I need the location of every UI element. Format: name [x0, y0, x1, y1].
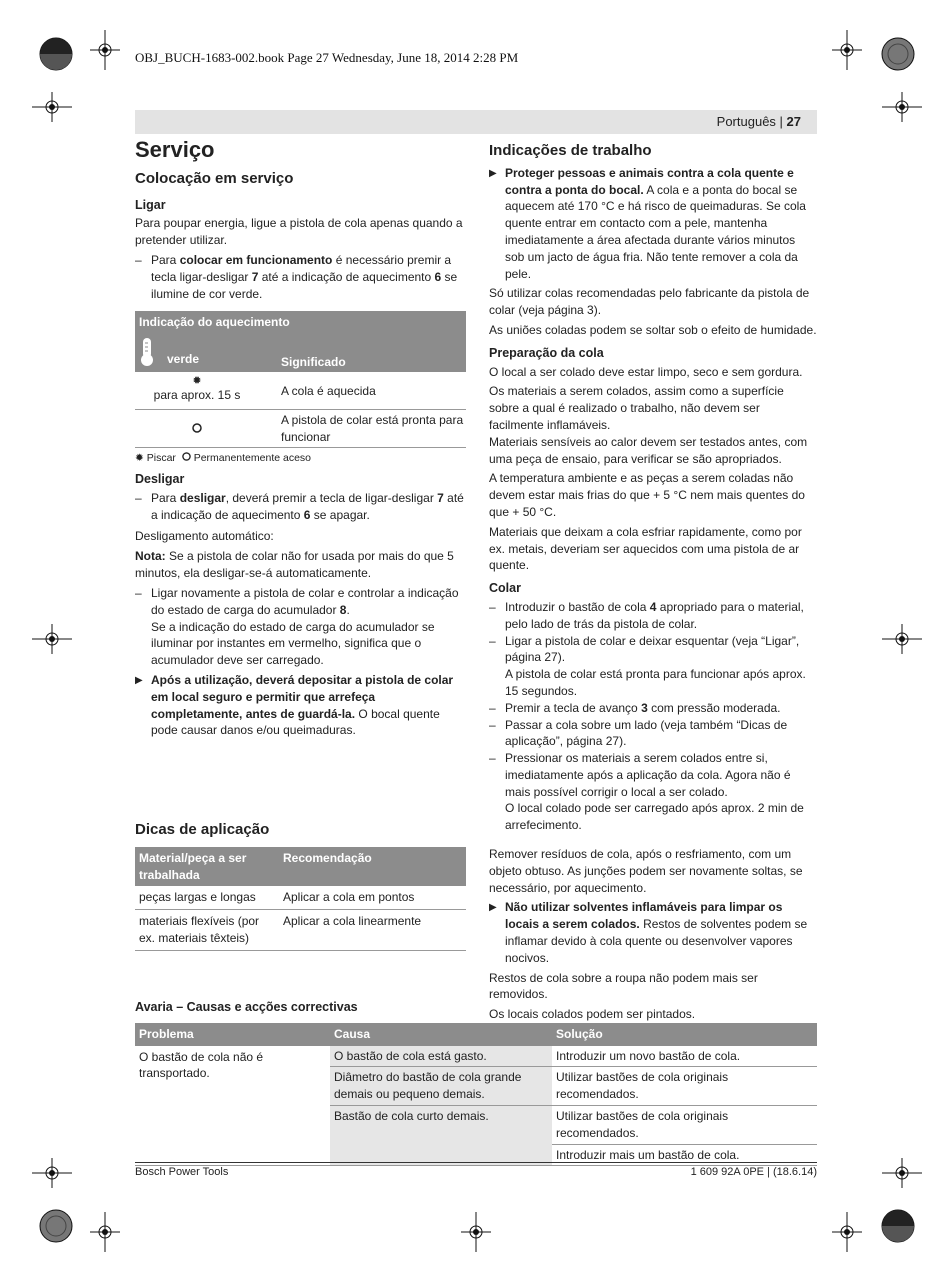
heading-switch-on: Ligar: [135, 197, 166, 212]
paragraph-heat-sensitive: Materiais sensíveis ao calor devem ser testados antes, com uma peça de ensaio, para verificar se são apropriados.: [489, 434, 808, 466]
fault-header-solution: Solução: [552, 1023, 817, 1046]
steady-light-icon: [192, 423, 202, 433]
tips-table: [135, 847, 466, 951]
paragraph-remove-residue: Remover resíduos de cola, após o resfriamento, com um objeto obtuso. As junções podem ser novamente soltas, se necessário, por aquecimento.: [489, 847, 803, 895]
heat-table-col-meaning: Significado: [281, 355, 346, 370]
warning-triangle-icon: ▶: [135, 674, 143, 686]
heat-table-row-ready: [135, 410, 466, 448]
warning-after-use: ▶ Após a utilização, deverá depositar a pistola de colar em local seguro e permitir que arrefeça completamente, antes de guardá-la. O bocal quente pode causar danos e/ou queimaduras.: [135, 672, 454, 738]
warning-protect: ▶ Proteger pessoas e animais contra a cola quente e contra a ponta do bocal. A cola e a ponta do bocal se aquecem até 170 °C e há risco de queimaduras. Se cola quente entrar em contacto com a pele, mantenha imediatamente a área afectada durante vários minutos sob um jacto de água fria. Não tente remover a cola da pele.: [489, 165, 806, 281]
thermometer-icon: [139, 337, 155, 367]
legend-blink-icon: ✹: [135, 452, 144, 465]
paragraph-metals: Materiais que deixam a cola esfriar rapidamente, como por ex. metais, deveriam ser aquecidos com uma pistola de ar quente.: [489, 524, 802, 573]
paragraph-paintable: Os locais colados podem ser pintados.: [489, 1007, 696, 1022]
legend-steady-icon: [182, 452, 191, 461]
crosshair-mark-right-upper: [882, 92, 922, 122]
heading-application-tips: Dicas de aplicação: [135, 821, 270, 838]
fault-section: [135, 999, 817, 1166]
paragraph-glue-recommended: Só utilizar colas recomendadas pelo fabricante da pistola de colar (veja página 3).: [489, 286, 810, 318]
crosshair-mark-bottom-right: [832, 1212, 862, 1252]
heading-switch-off: Desligar: [135, 472, 185, 487]
crosshair-mark-top-right: [832, 30, 862, 70]
paragraph-clothing: Restos de cola sobre a roupa não podem mais ser removidos.: [489, 970, 758, 1002]
fault-header-cause: Causa: [330, 1023, 552, 1046]
glue-step: – Pressionar os materiais a serem colados entre si, imediatamente após a aplicação da cola. Agora não é mais possível corrigir o local a ser colado. O local colado pode ser carregado após aprox. 2 min de arrefecimento.: [489, 751, 804, 833]
tips-header-recommendation: Recomendação: [279, 847, 466, 887]
page-language-number: Português | 27: [716, 114, 801, 129]
registration-mark-bottom-right: [878, 1206, 918, 1246]
heat-table-legend: ✹ Piscar Permanentemente aceso: [135, 452, 312, 465]
blinking-icon: ✹: [192, 375, 202, 388]
paragraph-switch-on: Para poupar energia, ligue a pistola de cola apenas quando a pretender utilizar.: [135, 216, 463, 248]
fault-solution: Utilizar bastões de cola originais recomendados.: [552, 1067, 817, 1106]
fault-solution: Utilizar bastões de cola originais recomendados.: [552, 1105, 817, 1144]
auto-off-label: Desligamento automático:: [135, 528, 274, 543]
paragraph-humidity: As uniões coladas podem se soltar sob o efeito de humidade.: [489, 322, 817, 337]
warning-solvents: ▶ Não utilizar solventes inflamáveis para limpar os locais a serem colados. Restos de solventes podem se inflamar devido à cola quente ou desenvolver vapores nocivos.: [489, 900, 808, 965]
warning-triangle-icon: ▶: [489, 167, 497, 179]
book-file-header: OBJ_BUCH-1683-002.book Page 27 Wednesday, June 18, 2014 2:28 PM: [135, 50, 519, 65]
glue-step: – Introduzir o bastão de cola 4 apropriado para o material, pelo lado de trás da pistola de colar.: [489, 599, 804, 631]
crosshair-mark-left-upper: [32, 92, 72, 122]
crosshair-mark-bottom-center: [461, 1212, 491, 1252]
fault-cause: Diâmetro do bastão de cola grande demais ou pequeno demais.: [330, 1067, 552, 1106]
page-header-bar: [135, 110, 817, 134]
right-column: [489, 143, 817, 834]
registration-mark-top-left: [36, 34, 76, 74]
heat-table-row1-time: para aprox. 15 s: [153, 388, 241, 403]
heat-table-title: Indicação do aquecimento: [139, 315, 290, 330]
heat-table-row2-meaning: A pistola de colar está pronta para funcionar: [281, 413, 464, 445]
tips-header-material: Material/peça a ser trabalhada: [135, 847, 279, 887]
fault-table: [135, 1023, 817, 1167]
heat-table-row1-meaning: A cola é aquecida: [281, 384, 376, 399]
fault-solution: Introduzir mais um bastão de cola.: [552, 1144, 817, 1166]
fault-problem: O bastão de cola não é transportado.: [135, 1046, 330, 1166]
heading-work-instructions: Indicações de trabalho: [489, 142, 652, 159]
instruction-switch-off: – Para desligar, deverá premir a tecla de ligar-desligar 7 até a indicação de aquecimento 6 se apagar.: [135, 490, 464, 522]
crosshair-mark-left-lower: [32, 1158, 72, 1188]
crosshair-mark-left-middle: [32, 624, 72, 654]
fault-header-problem: Problema: [135, 1023, 330, 1046]
crosshair-mark-right-lower: [882, 1158, 922, 1188]
tips-section: [135, 822, 466, 951]
fault-solution: Introduzir um novo bastão de cola.: [552, 1046, 817, 1067]
note-auto-off: Nota: Se a pistola de colar não for usada por mais do que 5 minutos, ela desligar-se-á automaticamente.: [135, 549, 454, 581]
fault-cause: O bastão de cola está gasto.: [330, 1046, 552, 1067]
heading-faults: Avaria – Causas e acções correctivas: [135, 1000, 358, 1014]
paragraph-temperature: A temperatura ambiente e as peças a serem coladas não devem estar mais frias do que + 5 °C nem mais quentes do que + 50 °C.: [489, 471, 805, 519]
paragraph-flammable: Os materiais a serem colados, assim como a superfície sobre a qual é realizado o trabalho, não devem ser facilmente inflamáveis.: [489, 384, 784, 432]
crosshair-mark-bottom-left: [90, 1212, 120, 1252]
glue-step: – Passar a cola sobre um lado (veja também “Dicas de aplicação”, página 27).: [489, 717, 788, 749]
tips-row: peças largas e longas Aplicar a cola em pontos: [135, 886, 466, 909]
glue-step: – Premir a tecla de avanço 3 com pressão moderada.: [489, 700, 781, 715]
glue-step: – Ligar a pistola de colar e deixar esquentar (veja “Ligar”, página 27). A pistola de colar está pronta para funcionar após aprox. 15 segundos.: [489, 633, 806, 698]
heading-preparation: Preparação da cola: [489, 345, 604, 360]
warning-triangle-icon: ▶: [489, 902, 497, 914]
heading-commissioning: Colocação em serviço: [135, 169, 294, 187]
right-column-lower: [489, 846, 817, 1023]
instruction-reset: – Ligar novamente a pistola de colar e controlar a indicação do estado de carga do acumulador 8. Se a indicação do estado de carga do acumulador se iluminar por instantes em vermelho, significa que o acumulador deve ser carregado.: [135, 585, 459, 668]
footer-rule: [135, 1162, 817, 1163]
instruction-switch-on: – Para colocar em funcionamento é necessário premir a tecla ligar-desligar 7 até a indicação de aquecimento 6 se ilumine de cor verde.: [135, 252, 458, 301]
left-column: [135, 137, 466, 739]
section-title-service: Serviço: [135, 137, 215, 162]
tips-row: materiais flexíveis (por ex. materiais têxteis) Aplicar a cola linearmente: [135, 910, 466, 951]
crosshair-mark-right-middle: [882, 624, 922, 654]
registration-mark-bottom-left: [36, 1206, 76, 1246]
paragraph-clean-surface: O local a ser colado deve estar limpo, seco e sem gordura.: [489, 364, 803, 379]
fault-cause: Bastão de cola curto demais.: [330, 1105, 552, 1165]
heading-gluing: Colar: [489, 581, 521, 596]
heat-indicator-table: [135, 311, 466, 467]
registration-mark-top-right: [878, 34, 918, 74]
footer-brand: Bosch Power Tools: [135, 1166, 229, 1178]
heat-table-col-green: verde: [167, 352, 200, 367]
footer-doc-number: 1 609 92A 0PE | (18.6.14): [690, 1166, 817, 1178]
heat-table-row-heating: [135, 372, 466, 410]
crosshair-mark-top-left: [90, 30, 120, 70]
